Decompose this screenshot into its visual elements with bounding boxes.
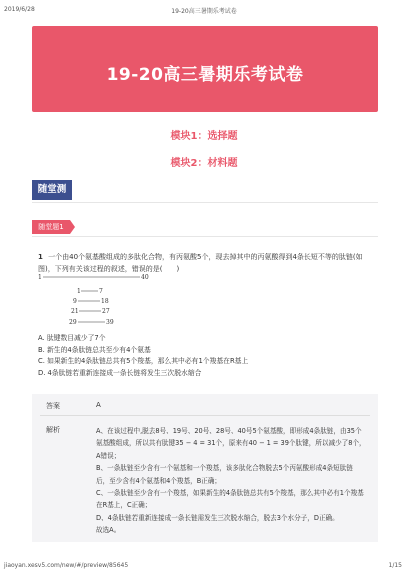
question-number: 1 [38, 253, 43, 261]
answer-divider [40, 415, 370, 416]
footer-page-number: 1/15 [388, 562, 402, 569]
chain-1-start: 1 [77, 288, 81, 295]
chain-1-end: 7 [99, 288, 103, 295]
options-list [38, 333, 374, 379]
title-banner [32, 26, 378, 112]
chain-2-start: 9 [73, 298, 77, 305]
footer-url: jiaoyan.xesv5.com/new/#/preview/85645 [4, 562, 129, 569]
option-c: C. 如果新生的4条肽链总共有5个羧基，那么其中必有1个羧基在R基上 [38, 357, 249, 365]
explanation-conclusion: 故选A。 [96, 526, 121, 535]
question-text: 一个由40个氨基酸组成的多肽化合物，有丙氨酸5个，现去掉其中的丙氨酸得到4条长短不等的肽链(如图)，下列有关该过程的叙述，错误的是( ) [38, 253, 363, 273]
chain-4-end: 39 [106, 319, 114, 326]
question-tag-divider [32, 236, 378, 237]
answer-panel [32, 394, 378, 542]
peptide-diagram [38, 274, 168, 334]
explanation-line-d: D、4条肽链若重新连接成一条长链需发生三次脱水缩合，脱去3个水分子，D正确。 [96, 513, 339, 522]
ruler-right-label: 40 [141, 274, 149, 281]
section-tag: 随堂测 [32, 180, 72, 200]
header-title: 19-20高三暑期乐考试卷 [171, 8, 237, 15]
chain-2-end: 18 [101, 298, 109, 305]
answer-value: A [96, 401, 101, 409]
banner-title: 19-20高三暑期乐考试卷 [106, 65, 304, 85]
option-b: B. 新生的4条肽链总共至少有4个氨基 [38, 345, 151, 354]
header-date: 2019/6/28 [4, 6, 35, 13]
question-tag: 随堂题1 [32, 220, 70, 234]
question-stem [38, 251, 374, 275]
chain-4-start: 29 [69, 319, 77, 326]
explanation-line-c: C、一条肽链至少含有一个羧基，如果新生的4条肽链总共有5个羧基，那么其中必有1个羧基在R基上，C正确； [96, 489, 364, 510]
chain-3-end: 27 [102, 308, 110, 315]
explanation-line-a: A、在该过程中,脱去8号、19号、20号、28号、40号5个氨基酸，即形成4条肽链，由35个氨基酸组成，所以共有肽键35 − 4 = 31个，原来有40 − 1 = 39个肽键，所以减少了8个，A错误； [96, 427, 366, 460]
explanation-body [96, 425, 366, 537]
module-2-link[interactable]: 模块2：材料题 [170, 158, 238, 169]
chain-3-start: 21 [71, 308, 79, 315]
option-a: A. 肽键数目减少了7个 [38, 334, 106, 342]
answer-label: 答案 [46, 402, 60, 410]
option-d: D. 4条肽链若重新连接成一条长链将发生三次脱水缩合 [38, 368, 202, 377]
module-1-link[interactable]: 模块1：选择题 [170, 131, 238, 142]
ruler-left-label: 1 [38, 274, 42, 281]
explanation-label: 解析 [46, 426, 60, 434]
explanation-line-b: B、一条肽链至少含有一个氨基和一个羧基，该多肽化合物脱去5个丙氨酸形成4条短肽链后，至少含有4个氨基和4个羧基，B正确； [96, 464, 353, 485]
section-divider [32, 202, 378, 203]
